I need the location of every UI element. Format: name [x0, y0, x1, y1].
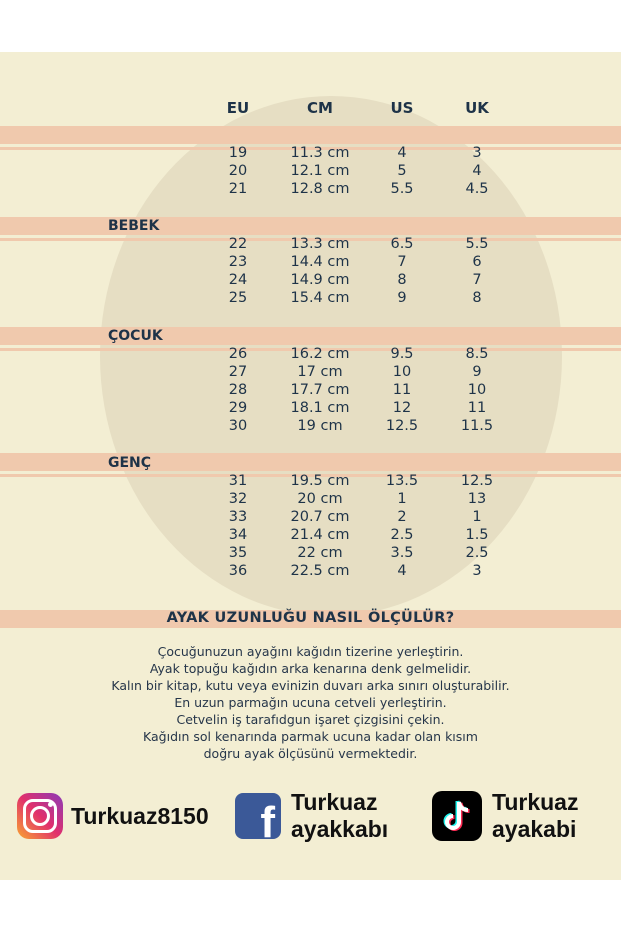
cell-cm: 21.4 cm	[290, 527, 350, 543]
cell-eu: 23	[228, 254, 248, 270]
cell-uk: 8	[472, 290, 482, 306]
header-us: US	[390, 99, 414, 117]
tiktok-icon	[432, 791, 482, 841]
category-label-cocuk: ÇOCUK	[108, 328, 163, 344]
cell-uk: 4.5	[465, 181, 489, 197]
table-row	[0, 254, 621, 272]
table-row	[0, 290, 621, 308]
cell-cm: 22.5 cm	[290, 563, 350, 579]
table-row	[0, 545, 621, 563]
cell-us: 2	[397, 509, 407, 525]
cell-eu: 36	[228, 563, 248, 579]
cell-uk: 12.5	[460, 473, 494, 489]
table-row	[0, 382, 621, 400]
cell-eu: 28	[228, 382, 248, 398]
cell-eu: 30	[228, 418, 248, 434]
cell-cm: 12.8 cm	[290, 181, 350, 197]
cell-uk: 2.5	[465, 545, 489, 561]
cell-cm: 15.4 cm	[290, 290, 350, 306]
cell-uk: 11	[467, 400, 487, 416]
instruction-line: Çocuğunuzun ayağını kağıdın tizerine yerleştirin.	[157, 644, 464, 659]
cell-cm: 18.1 cm	[290, 400, 350, 416]
instagram-handle: Turkuaz8150	[71, 802, 209, 829]
cell-eu: 25	[228, 290, 248, 306]
cell-us: 12.5	[385, 418, 419, 434]
cell-eu: 33	[228, 509, 248, 525]
cell-eu: 31	[228, 473, 248, 489]
cell-cm: 13.3 cm	[290, 236, 350, 252]
cell-cm: 22 cm	[297, 545, 343, 561]
cell-cm: 16.2 cm	[290, 346, 350, 362]
cell-us: 11	[392, 382, 412, 398]
cell-us: 2.5	[390, 527, 414, 543]
cell-us: 10	[392, 364, 412, 380]
cell-uk: 8.5	[465, 346, 489, 362]
tiktok-name-line2: ayakabi	[492, 816, 577, 842]
cell-cm: 19.5 cm	[290, 473, 350, 489]
cell-eu: 34	[228, 527, 248, 543]
cell-cm: 17.7 cm	[290, 382, 350, 398]
header-eu: EU	[226, 99, 250, 117]
table-row	[0, 491, 621, 509]
cell-eu: 35	[228, 545, 248, 561]
table-row	[0, 364, 621, 382]
cell-cm: 20 cm	[297, 491, 343, 507]
cell-eu: 24	[228, 272, 248, 288]
cell-us: 12	[392, 400, 412, 416]
cell-cm: 12.1 cm	[290, 163, 350, 179]
category-label-bebek: BEBEK	[108, 218, 160, 234]
cell-eu: 19	[228, 145, 248, 161]
instruction-line: En uzun parmağın ucuna cetveli yerleştirin.	[174, 695, 447, 710]
table-row	[0, 145, 621, 163]
instruction-line: Kağıdın sol kenarında parmak ucuna kadar olan kısım	[143, 729, 478, 744]
cell-eu: 32	[228, 491, 248, 507]
howto-title: AYAK UZUNLUĞU NASIL ÖLÇÜLÜR?	[166, 610, 455, 626]
cell-eu: 20	[228, 163, 248, 179]
cell-uk: 1	[472, 509, 482, 525]
tiktok-block[interactable]	[432, 788, 578, 844]
cell-us: 1	[397, 491, 407, 507]
cell-us: 4	[397, 145, 407, 161]
cell-uk: 3	[472, 563, 482, 579]
cell-uk: 11.5	[460, 418, 494, 434]
cell-uk: 13	[467, 491, 487, 507]
table-row	[0, 346, 621, 364]
facebook-block[interactable]	[235, 788, 388, 844]
table-row	[0, 563, 621, 581]
table-row	[0, 400, 621, 418]
instruction-line: Ayak topuğu kağıdın arka kenarına denk gelmelidir.	[149, 661, 472, 676]
cell-eu: 21	[228, 181, 248, 197]
cell-eu: 22	[228, 236, 248, 252]
instruction-line: Cetvelin iş tarafıdgun işaret çizgisini çekin.	[176, 712, 445, 727]
table-row	[0, 163, 621, 181]
header-band	[0, 126, 621, 144]
header-uk: UK	[465, 99, 489, 117]
table-row	[0, 527, 621, 545]
cell-us: 8	[397, 272, 407, 288]
cell-us: 5.5	[390, 181, 414, 197]
facebook-icon: f	[235, 793, 281, 839]
table-row	[0, 236, 621, 254]
instagram-icon	[17, 793, 63, 839]
cell-cm: 17 cm	[297, 364, 343, 380]
cell-eu: 27	[228, 364, 248, 380]
tiktok-name-line1: Turkuaz	[492, 789, 579, 815]
cell-uk: 3	[472, 145, 482, 161]
table-row	[0, 181, 621, 199]
table-row	[0, 509, 621, 527]
cell-us: 9.5	[390, 346, 414, 362]
table-row	[0, 418, 621, 436]
size-chart-poster	[0, 52, 621, 880]
table-row	[0, 272, 621, 290]
instruction-line: doğru ayak ölçüsünü vermektedir.	[203, 746, 418, 761]
facebook-name-line1: Turkuaz	[291, 789, 378, 815]
cell-cm: 11.3 cm	[290, 145, 350, 161]
cell-cm: 19 cm	[297, 418, 343, 434]
cell-cm: 14.9 cm	[290, 272, 350, 288]
cell-uk: 9	[472, 364, 482, 380]
cell-us: 4	[397, 563, 407, 579]
cell-us: 13.5	[385, 473, 419, 489]
cell-us: 3.5	[390, 545, 414, 561]
cell-us: 5	[397, 163, 407, 179]
facebook-name-line2: ayakkabı	[291, 816, 389, 842]
cell-uk: 5.5	[465, 236, 489, 252]
category-band-genc	[0, 453, 621, 471]
cell-cm: 20.7 cm	[290, 509, 350, 525]
category-band-cocuk	[0, 327, 621, 345]
category-label-genc: GENÇ	[108, 455, 152, 471]
cell-uk: 7	[472, 272, 482, 288]
table-row	[0, 473, 621, 491]
cell-eu: 26	[228, 346, 248, 362]
instruction-line: Kalın bir kitap, kutu veya evinizin duvarı arka sınırı oluşturabilir.	[111, 678, 510, 693]
cell-uk: 4	[472, 163, 482, 179]
cell-uk: 6	[472, 254, 482, 270]
cell-us: 9	[397, 290, 407, 306]
category-band-bebek	[0, 217, 621, 235]
cell-us: 7	[397, 254, 407, 270]
cell-us: 6.5	[390, 236, 414, 252]
cell-eu: 29	[228, 400, 248, 416]
cell-cm: 14.4 cm	[290, 254, 350, 270]
cell-uk: 10	[467, 382, 487, 398]
header-cm: CM	[307, 99, 333, 117]
instagram-block[interactable]	[17, 788, 209, 844]
cell-uk: 1.5	[465, 527, 489, 543]
